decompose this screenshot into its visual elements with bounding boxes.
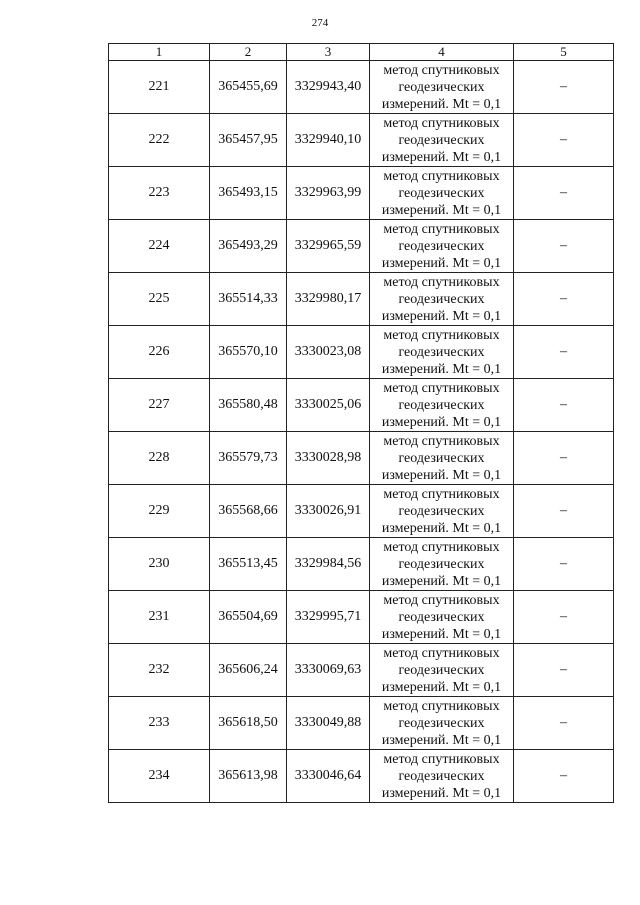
- method-cell: [370, 538, 514, 591]
- note-cell: –: [514, 167, 614, 220]
- method-text-line: метод спутниковых: [383, 221, 500, 237]
- method-text-line: метод спутниковых: [383, 539, 500, 555]
- note-cell: –: [514, 273, 614, 326]
- y-coordinate-cell: 3330069,63: [287, 644, 370, 697]
- x-coordinate-cell: 365493,15: [210, 167, 287, 220]
- x-coordinate-cell: 365514,33: [210, 273, 287, 326]
- method-text-line: геодезических: [398, 132, 485, 148]
- table-body: [109, 61, 614, 803]
- point-number-cell: 228: [109, 432, 210, 485]
- table-row: [109, 591, 614, 644]
- method-text-line: измерений. Mt = 0,1: [381, 467, 502, 483]
- table-row: [109, 750, 614, 803]
- note-cell: –: [514, 379, 614, 432]
- method-text-line: геодезических: [398, 450, 485, 466]
- point-number-cell: 222: [109, 114, 210, 167]
- method-text-line: измерений. Mt = 0,1: [381, 96, 502, 112]
- method-text-line: геодезических: [398, 79, 485, 95]
- method-text-line: геодезических: [398, 291, 485, 307]
- method-cell: [370, 273, 514, 326]
- column-header: 5: [514, 44, 614, 61]
- method-cell: [370, 644, 514, 697]
- x-coordinate-cell: 365606,24: [210, 644, 287, 697]
- method-text-line: метод спутниковых: [383, 751, 500, 767]
- method-cell: [370, 750, 514, 803]
- x-coordinate-cell: 365570,10: [210, 326, 287, 379]
- x-coordinate-cell: 365613,98: [210, 750, 287, 803]
- y-coordinate-cell: 3329963,99: [287, 167, 370, 220]
- note-cell: –: [514, 697, 614, 750]
- note-cell: –: [514, 220, 614, 273]
- column-header: 1: [109, 44, 210, 61]
- coordinates-table: [108, 43, 614, 803]
- method-cell: [370, 220, 514, 273]
- table-row: [109, 379, 614, 432]
- table-row: [109, 432, 614, 485]
- table-row: [109, 167, 614, 220]
- method-cell: [370, 61, 514, 114]
- method-text-line: измерений. Mt = 0,1: [381, 732, 502, 748]
- note-cell: –: [514, 114, 614, 167]
- table-row: [109, 538, 614, 591]
- y-coordinate-cell: 3329995,71: [287, 591, 370, 644]
- y-coordinate-cell: 3329965,59: [287, 220, 370, 273]
- table-row: [109, 326, 614, 379]
- table-row: [109, 114, 614, 167]
- method-cell: [370, 114, 514, 167]
- x-coordinate-cell: 365455,69: [210, 61, 287, 114]
- point-number-cell: 221: [109, 61, 210, 114]
- method-text-line: геодезических: [398, 344, 485, 360]
- method-text-line: метод спутниковых: [383, 168, 500, 184]
- method-text-line: геодезических: [398, 556, 485, 572]
- column-header: 2: [210, 44, 287, 61]
- method-text-line: метод спутниковых: [383, 62, 500, 78]
- method-text-line: геодезических: [398, 397, 485, 413]
- method-text-line: геодезических: [398, 238, 485, 254]
- method-text-line: метод спутниковых: [383, 486, 500, 502]
- method-text-line: метод спутниковых: [383, 380, 500, 396]
- y-coordinate-cell: 3330025,06: [287, 379, 370, 432]
- method-cell: [370, 379, 514, 432]
- method-text-line: геодезических: [398, 185, 485, 201]
- note-cell: –: [514, 432, 614, 485]
- y-coordinate-cell: 3330023,08: [287, 326, 370, 379]
- table-row: [109, 485, 614, 538]
- method-text-line: метод спутниковых: [383, 274, 500, 290]
- y-coordinate-cell: 3330049,88: [287, 697, 370, 750]
- y-coordinate-cell: 3329940,10: [287, 114, 370, 167]
- point-number-cell: 233: [109, 697, 210, 750]
- method-cell: [370, 326, 514, 379]
- table-header-row: [109, 44, 614, 61]
- y-coordinate-cell: 3330026,91: [287, 485, 370, 538]
- method-cell: [370, 591, 514, 644]
- note-cell: –: [514, 644, 614, 697]
- method-text-line: измерений. Mt = 0,1: [381, 361, 502, 377]
- point-number-cell: 232: [109, 644, 210, 697]
- point-number-cell: 230: [109, 538, 210, 591]
- method-text-line: метод спутниковых: [383, 645, 500, 661]
- point-number-cell: 226: [109, 326, 210, 379]
- x-coordinate-cell: 365457,95: [210, 114, 287, 167]
- method-text-line: измерений. Mt = 0,1: [381, 308, 502, 324]
- method-text-line: измерений. Mt = 0,1: [381, 149, 502, 165]
- note-cell: –: [514, 61, 614, 114]
- table-row: [109, 220, 614, 273]
- method-text-line: метод спутниковых: [383, 115, 500, 131]
- column-header: 3: [287, 44, 370, 61]
- method-text-line: геодезических: [398, 662, 485, 678]
- method-text-line: геодезических: [398, 503, 485, 519]
- x-coordinate-cell: 365580,48: [210, 379, 287, 432]
- x-coordinate-cell: 365504,69: [210, 591, 287, 644]
- method-cell: [370, 485, 514, 538]
- table-row: [109, 697, 614, 750]
- x-coordinate-cell: 365568,66: [210, 485, 287, 538]
- method-text-line: геодезических: [398, 715, 485, 731]
- point-number-cell: 225: [109, 273, 210, 326]
- y-coordinate-cell: 3330028,98: [287, 432, 370, 485]
- method-cell: [370, 167, 514, 220]
- page-number: 274: [311, 17, 329, 29]
- method-text-line: метод спутниковых: [383, 698, 500, 714]
- table-row: [109, 644, 614, 697]
- x-coordinate-cell: 365513,45: [210, 538, 287, 591]
- note-cell: –: [514, 750, 614, 803]
- method-cell: [370, 432, 514, 485]
- y-coordinate-cell: 3330046,64: [287, 750, 370, 803]
- point-number-cell: 223: [109, 167, 210, 220]
- point-number-cell: 234: [109, 750, 210, 803]
- method-text-line: измерений. Mt = 0,1: [381, 573, 502, 589]
- method-text-line: измерений. Mt = 0,1: [381, 785, 502, 801]
- point-number-cell: 224: [109, 220, 210, 273]
- table-row: [109, 273, 614, 326]
- method-text-line: метод спутниковых: [383, 327, 500, 343]
- x-coordinate-cell: 365579,73: [210, 432, 287, 485]
- method-text-line: измерений. Mt = 0,1: [381, 255, 502, 271]
- y-coordinate-cell: 3329943,40: [287, 61, 370, 114]
- point-number-cell: 229: [109, 485, 210, 538]
- table-row: [109, 61, 614, 114]
- point-number-cell: 227: [109, 379, 210, 432]
- method-text-line: геодезических: [398, 768, 485, 784]
- method-text-line: метод спутниковых: [383, 433, 500, 449]
- method-text-line: измерений. Mt = 0,1: [381, 679, 502, 695]
- method-cell: [370, 697, 514, 750]
- method-text-line: геодезических: [398, 609, 485, 625]
- method-text-line: измерений. Mt = 0,1: [381, 414, 502, 430]
- method-text-line: измерений. Mt = 0,1: [381, 626, 502, 642]
- y-coordinate-cell: 3329984,56: [287, 538, 370, 591]
- note-cell: –: [514, 326, 614, 379]
- method-text-line: метод спутниковых: [383, 592, 500, 608]
- note-cell: –: [514, 538, 614, 591]
- x-coordinate-cell: 365493,29: [210, 220, 287, 273]
- x-coordinate-cell: 365618,50: [210, 697, 287, 750]
- method-text-line: измерений. Mt = 0,1: [381, 202, 502, 218]
- method-text-line: измерений. Mt = 0,1: [381, 520, 502, 536]
- note-cell: –: [514, 485, 614, 538]
- note-cell: –: [514, 591, 614, 644]
- column-header: 4: [370, 44, 514, 61]
- point-number-cell: 231: [109, 591, 210, 644]
- y-coordinate-cell: 3329980,17: [287, 273, 370, 326]
